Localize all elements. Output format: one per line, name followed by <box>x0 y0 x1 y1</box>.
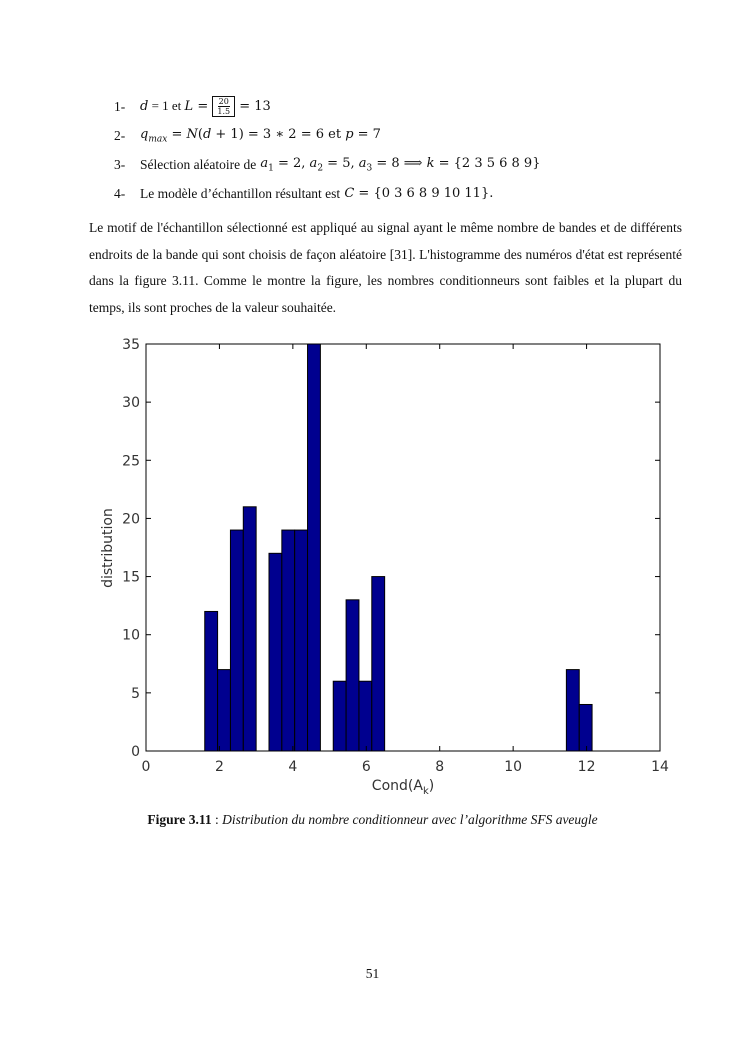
y-tick-label-4: 20 <box>122 511 140 528</box>
list-number: 1- <box>114 98 126 114</box>
x-tick-label-1: 2 <box>214 759 224 775</box>
list-number: 2- <box>114 127 126 143</box>
fraction: $\frac{20}{1.5}$ <box>217 97 231 116</box>
list-text: Sélection aléatoire de <box>140 156 257 172</box>
figure-caption: Figure 3.11 : Distribution du nombre conditionneur avec l’algorithme SFS aveugle <box>147 812 598 827</box>
y-tick-label-7: 35 <box>122 337 140 353</box>
x-tick-label-2: 4 <box>288 759 298 775</box>
y-tick-label-2: 10 <box>122 627 140 644</box>
histogram-bar-4 <box>269 553 282 751</box>
y-tick-label-0: 0 <box>131 744 140 760</box>
x-tick-label-3: 6 <box>361 759 371 775</box>
formula: $a_1 = 2$, $a_2 = 5$, $a_3 = 8$ ⟹ k = {2 3 5 6 8 9} <box>260 155 541 174</box>
histogram-bar-9 <box>346 600 359 751</box>
histogram-bar-10 <box>359 681 372 751</box>
y-axis-label: distribution <box>100 508 116 588</box>
y-tick-label-6: 30 <box>122 395 140 412</box>
histogram-bar-13 <box>579 704 592 751</box>
histogram-bar-12 <box>566 670 579 751</box>
formula: $q_{max} = N(d + 1) = 3$ ∗ 2 = 6 et p = 7 <box>140 126 381 145</box>
histogram-bar-0 <box>205 611 218 751</box>
body-paragraph: Le motif de l'échantillon sélectionné est appliqué au signal ayant le même nombre de bandes et de différents endroits de la bande qui sont choisis de façon aléatoire [31]. L'histogramme des numéros d'état est représenté dans la figure 3.11. Comme le montre la figure, les nombres conditionneurs sont faibles et la plupart du temps, ils sont proches de la valeur souhaitée. <box>89 220 682 315</box>
y-tick-label-3: 15 <box>122 569 140 586</box>
list-number: 3- <box>114 156 126 172</box>
formula: C = {0 3 6 8 9 10 11}. <box>344 186 494 201</box>
y-tick-label-5: 25 <box>122 453 140 470</box>
histogram-bar-1 <box>218 670 231 751</box>
list-text: Le modèle d’échantillon résultant est <box>140 185 341 201</box>
histogram-bar-6 <box>295 530 308 751</box>
figure-caption-text: Distribution du nombre conditionneur avec l’algorithme SFS aveugle <box>222 812 598 827</box>
x-tick-label-5: 10 <box>504 759 523 775</box>
x-tick-label-0: 0 <box>141 759 151 775</box>
histogram-bar-2 <box>230 530 243 751</box>
histogram-bar-11 <box>372 577 385 751</box>
x-axis-label: $Cond(A_k)$ <box>371 778 435 797</box>
x-tick-label-6: 12 <box>577 759 596 775</box>
histogram-bar-8 <box>333 681 346 751</box>
histogram-bar-3 <box>243 507 256 751</box>
histogram-bar-5 <box>282 530 295 751</box>
x-tick-label-7: 14 <box>651 759 669 775</box>
page-number: 51 <box>365 966 380 981</box>
figure-label: Figure 3.11 <box>147 812 212 827</box>
x-tick-label-4: 8 <box>435 759 445 775</box>
list-number: 4- <box>114 185 126 201</box>
formula: d = 1 et L = $\frac{20}{1.5}$ = 13 <box>140 97 271 116</box>
y-tick-label-1: 5 <box>131 685 140 702</box>
histogram-bar-7 <box>308 344 321 751</box>
